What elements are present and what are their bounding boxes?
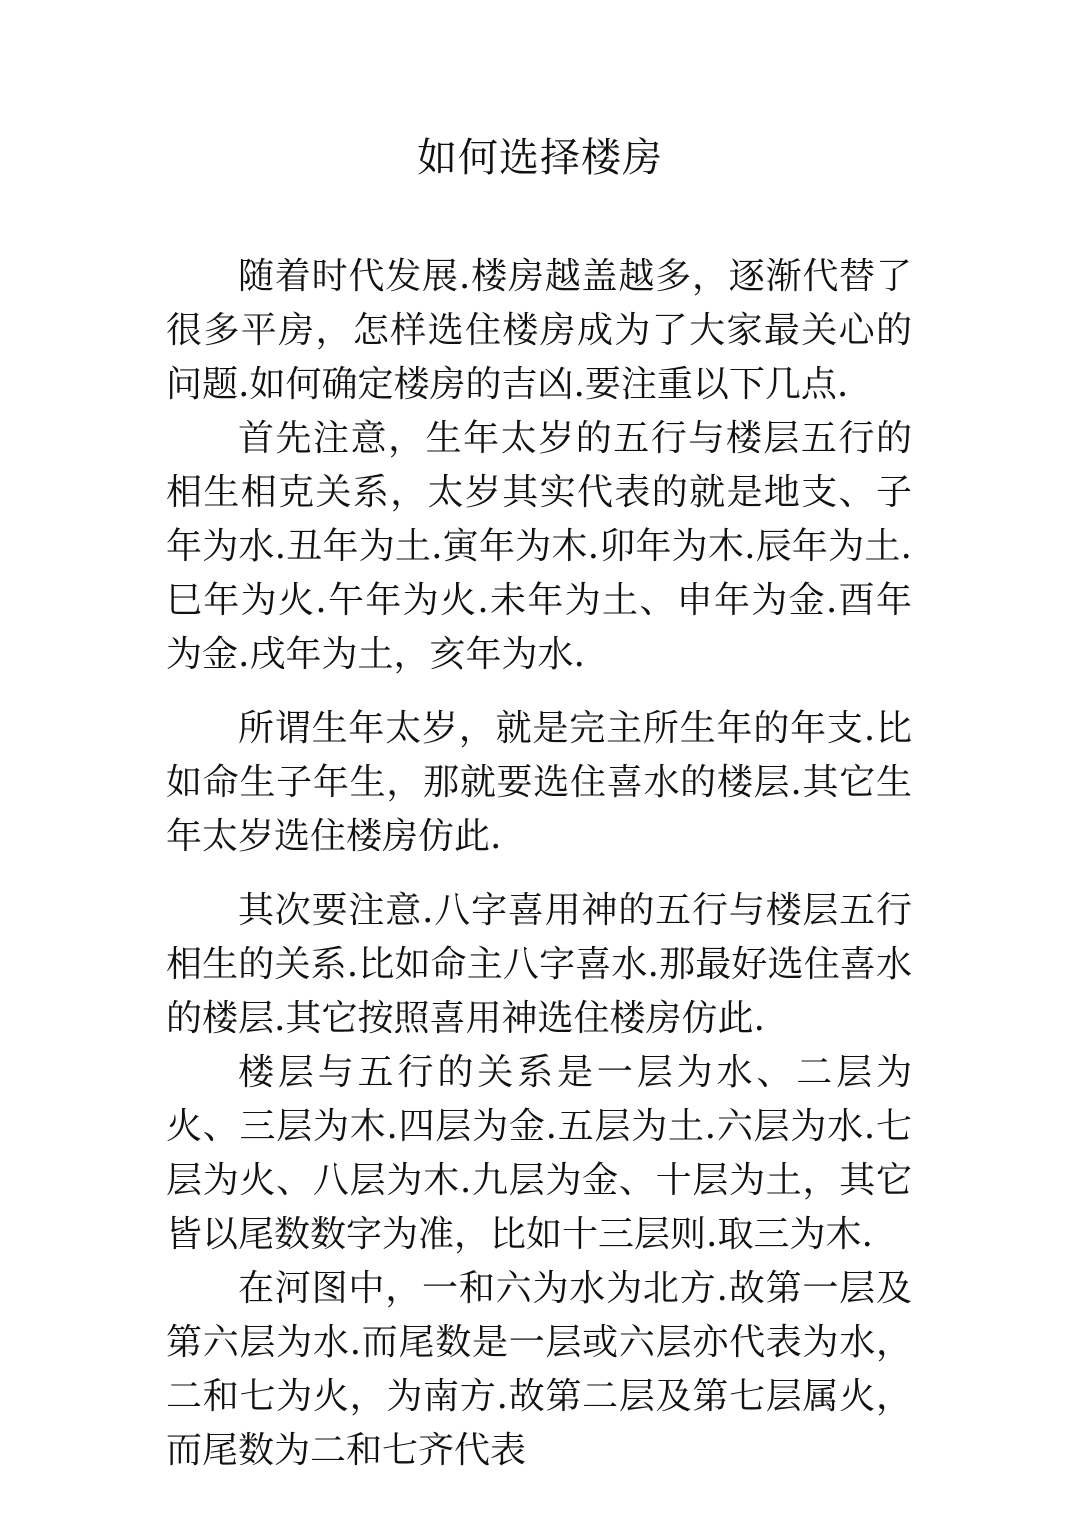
paragraph-taisui-elements: 首先注意，生年太岁的五行与楼层五行的相生相克关系，太岁其实代表的就是地支、子年为水.丑年为土.寅年为木.卯年为木.辰年为土.巳年为火.午年为火.未年为土、申年为金.酉年为金.戌年为土，亥年为水.: [166, 418, 912, 675]
document-title: 如何选择楼房: [417, 135, 663, 181]
paragraph-intro: 随着时代发展.楼房越盖越多，逐渐代替了很多平房，怎样选住楼房成为了大家最关心的问题.如何确定楼房的吉凶.要注重以下几点.: [166, 256, 912, 405]
document-body: [166, 250, 912, 1478]
paragraph-bazi-xiyongshen: 其次要注意.八字喜用神的五行与楼层五行相生的关系.比如命主八字喜水.那最好选住喜水的楼层.其它按照喜用神选住楼房仿此.: [166, 890, 912, 1039]
paragraph-floor-elements: 楼层与五行的关系是一层为水、二层为火、三层为木.四层为金.五层为土.六层为水.七层为火、八层为木.九层为金、十层为土，其它皆以尾数数字为准，比如十三层则.取三为木.: [166, 1052, 912, 1255]
paragraph-hetu: 在河图中，一和六为水为北方.故第一层及第六层为水.而尾数是一层或六层亦代表为水，二和七为火，为南方.故第二层及第七层属火，而尾数为二和七齐代表: [166, 1268, 912, 1471]
paragraph-taisui-meaning: 所谓生年太岁，就是完主所生年的年支.比如命生子年生，那就要选住喜水的楼层.其它生年太岁选住楼房仿此.: [166, 708, 912, 857]
